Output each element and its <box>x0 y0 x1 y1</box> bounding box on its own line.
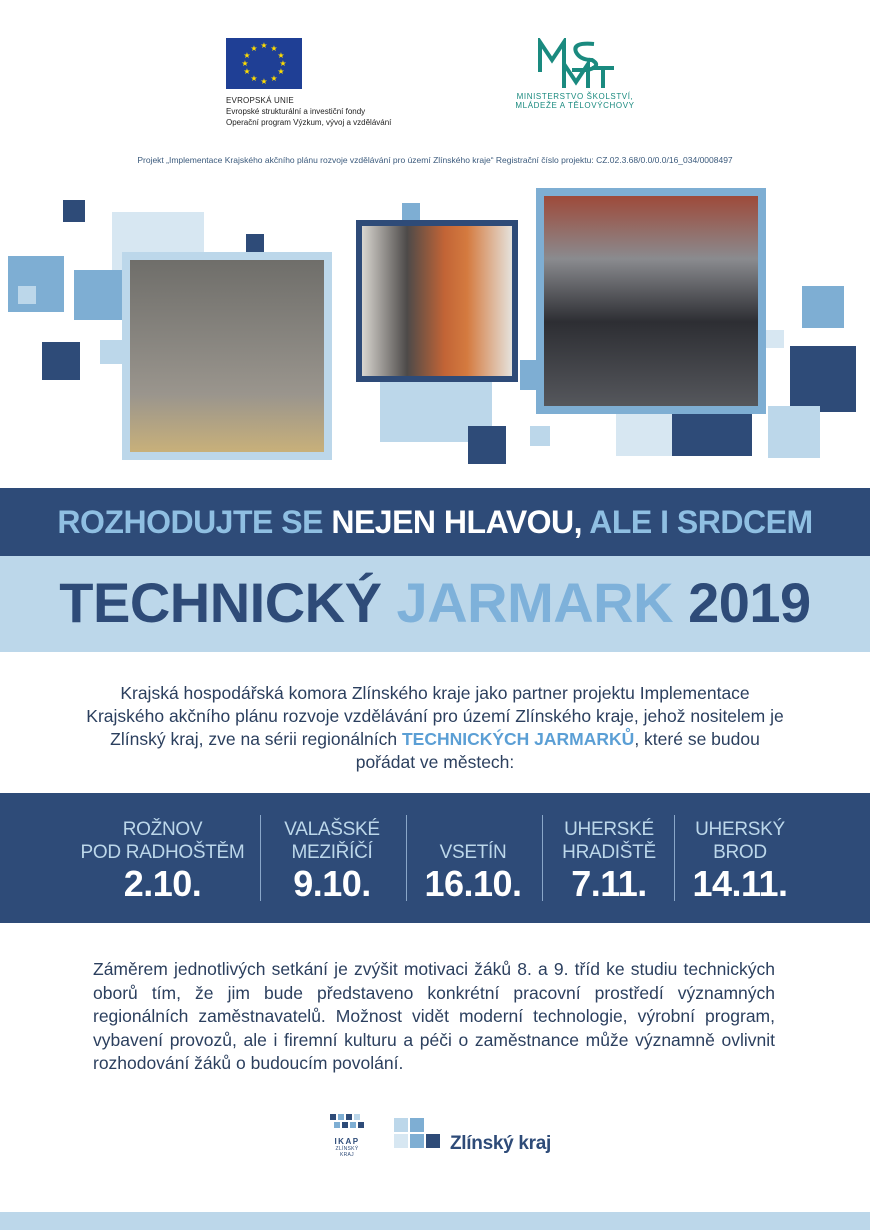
city-name: UHERSKÉ <box>564 819 654 840</box>
msmt-caption-line: MLÁDEŽE A TĚLOVÝCHOVY <box>515 101 635 110</box>
star-icon: ★ <box>260 41 268 50</box>
event-date: 14.11. <box>692 863 788 904</box>
footer-bar <box>0 1212 870 1230</box>
star-icon: ★ <box>260 77 268 86</box>
title-part: TECHNICKÝ <box>59 571 382 634</box>
ikap-mark-icon <box>328 1112 366 1132</box>
ikap-sublabel: ZLÍNSKÝ KRAJ <box>335 1146 359 1158</box>
deco-square <box>42 342 80 380</box>
deco-square <box>100 340 124 364</box>
deco-square <box>468 426 506 464</box>
event-title <box>0 570 870 635</box>
msmt-logo <box>536 38 616 90</box>
city-name: UHERSKÝ <box>695 819 785 840</box>
deco-square <box>766 330 784 348</box>
deco-square <box>18 286 36 304</box>
star-icon: ★ <box>250 74 258 83</box>
star-icon: ★ <box>279 59 287 68</box>
star-icon: ★ <box>243 51 251 60</box>
event-date: 2.10. <box>123 863 202 904</box>
zlinsky-kraj-label: Zlínský kraj <box>450 1133 551 1154</box>
photo-costumes <box>356 220 518 382</box>
event-valasske-mezirici <box>264 818 400 904</box>
city-name: VSETÍN <box>439 842 507 863</box>
deco-square <box>63 200 85 222</box>
eu-caption-line: EVROPSKÁ UNIE <box>226 96 294 105</box>
deco-square <box>768 406 820 458</box>
divider <box>674 815 675 901</box>
deco-square <box>802 286 844 328</box>
divider <box>406 815 407 901</box>
slogan-part: ALE I SRDCEM <box>589 504 813 540</box>
slogan-part: NEJEN HLAVOU, <box>331 504 583 540</box>
star-icon: ★ <box>250 44 258 53</box>
zlinsky-kraj-mark-icon <box>394 1118 444 1154</box>
title-year: 2019 <box>688 571 811 634</box>
divider <box>542 815 543 901</box>
slogan-part: ROZHODUJTE SE <box>57 504 323 540</box>
event-uherske-hradiste <box>546 818 672 904</box>
eu-caption <box>226 95 391 128</box>
ikap-label: IKAP <box>334 1137 360 1146</box>
city-name: BROD <box>713 842 767 863</box>
event-date: 9.10. <box>293 863 371 904</box>
deco-square <box>790 346 856 412</box>
event-vsetin <box>410 818 536 904</box>
photo-crowd <box>536 188 766 414</box>
star-icon: ★ <box>243 67 251 76</box>
slogan <box>0 504 870 541</box>
star-icon: ★ <box>270 74 278 83</box>
divider <box>260 815 261 901</box>
intro-highlight: TECHNICKÝCH JARMARKŮ <box>401 729 635 749</box>
intro-paragraph <box>80 682 790 774</box>
deco-square <box>8 256 64 312</box>
eu-caption-line: Operační program Výzkum, vývoj a vzdělávání <box>226 118 392 127</box>
deco-square <box>74 270 124 320</box>
body-paragraph: Záměrem jednotlivých setkání je zvýšit motivaci žáků 8. a 9. tříd ke studiu technických oborů tím, že jim bude představeno konkrétní pracovní prostředí významných regionálních zaměstnavatelů. Možnost vidět moderní technologie, výrobní program, vybavení provozů, ale i firemní kulturu a péči o zaměstnance může významně ovlivnit rozhodování žáků o budoucím povolání. <box>93 959 775 1073</box>
city-name: POD RADHOŠTĚM <box>80 842 245 863</box>
city-name: MEZIŘÍČÍ <box>291 842 373 863</box>
city-name: HRADIŠTĚ <box>562 842 656 863</box>
msmt-caption <box>490 92 660 110</box>
deco-square <box>530 426 550 446</box>
city-name: ROŽNOV <box>122 819 203 840</box>
event-date: 16.10. <box>424 863 522 904</box>
intro-text: Krajská hospodářská komora Zlínského kraje jako partner projektu Implementace Krajského akčního plánu rozvoje vzdělávání pro území Zlínského kraje, jehož nositelem je Zlínský kraj, zve na sérii regionálních <box>86 683 784 749</box>
star-icon: ★ <box>277 51 285 60</box>
project-registration: Projekt „Implementace Krajského akčního plánu rozvoje vzdělávání pro území Zlínského kraje“ Registrační číslo projektu: CZ.02.3.68/0.0/0.0/16_034/0008497 <box>137 155 733 165</box>
msmt-caption-line: MINISTERSTVO ŠKOLSTVÍ, <box>516 92 634 101</box>
star-icon: ★ <box>270 44 278 53</box>
event-uhersky-brod <box>678 818 802 904</box>
photo-lego-robotics <box>122 252 332 460</box>
event-roznov <box>80 818 245 904</box>
ikap-logo <box>328 1112 366 1158</box>
intro-text: , které se budou pořádat ve městech: <box>355 729 760 772</box>
deco-square <box>402 203 420 221</box>
star-icon: ★ <box>277 67 285 76</box>
eu-caption-line: Evropské strukturální a investiční fondy <box>226 107 366 116</box>
star-icon: ★ <box>241 59 249 68</box>
city-name: VALAŠSKÉ <box>284 819 380 840</box>
title-part: JARMARK <box>396 571 674 634</box>
deco-square <box>246 234 264 252</box>
eu-flag-logo <box>226 38 302 89</box>
event-date: 7.11. <box>571 863 647 904</box>
